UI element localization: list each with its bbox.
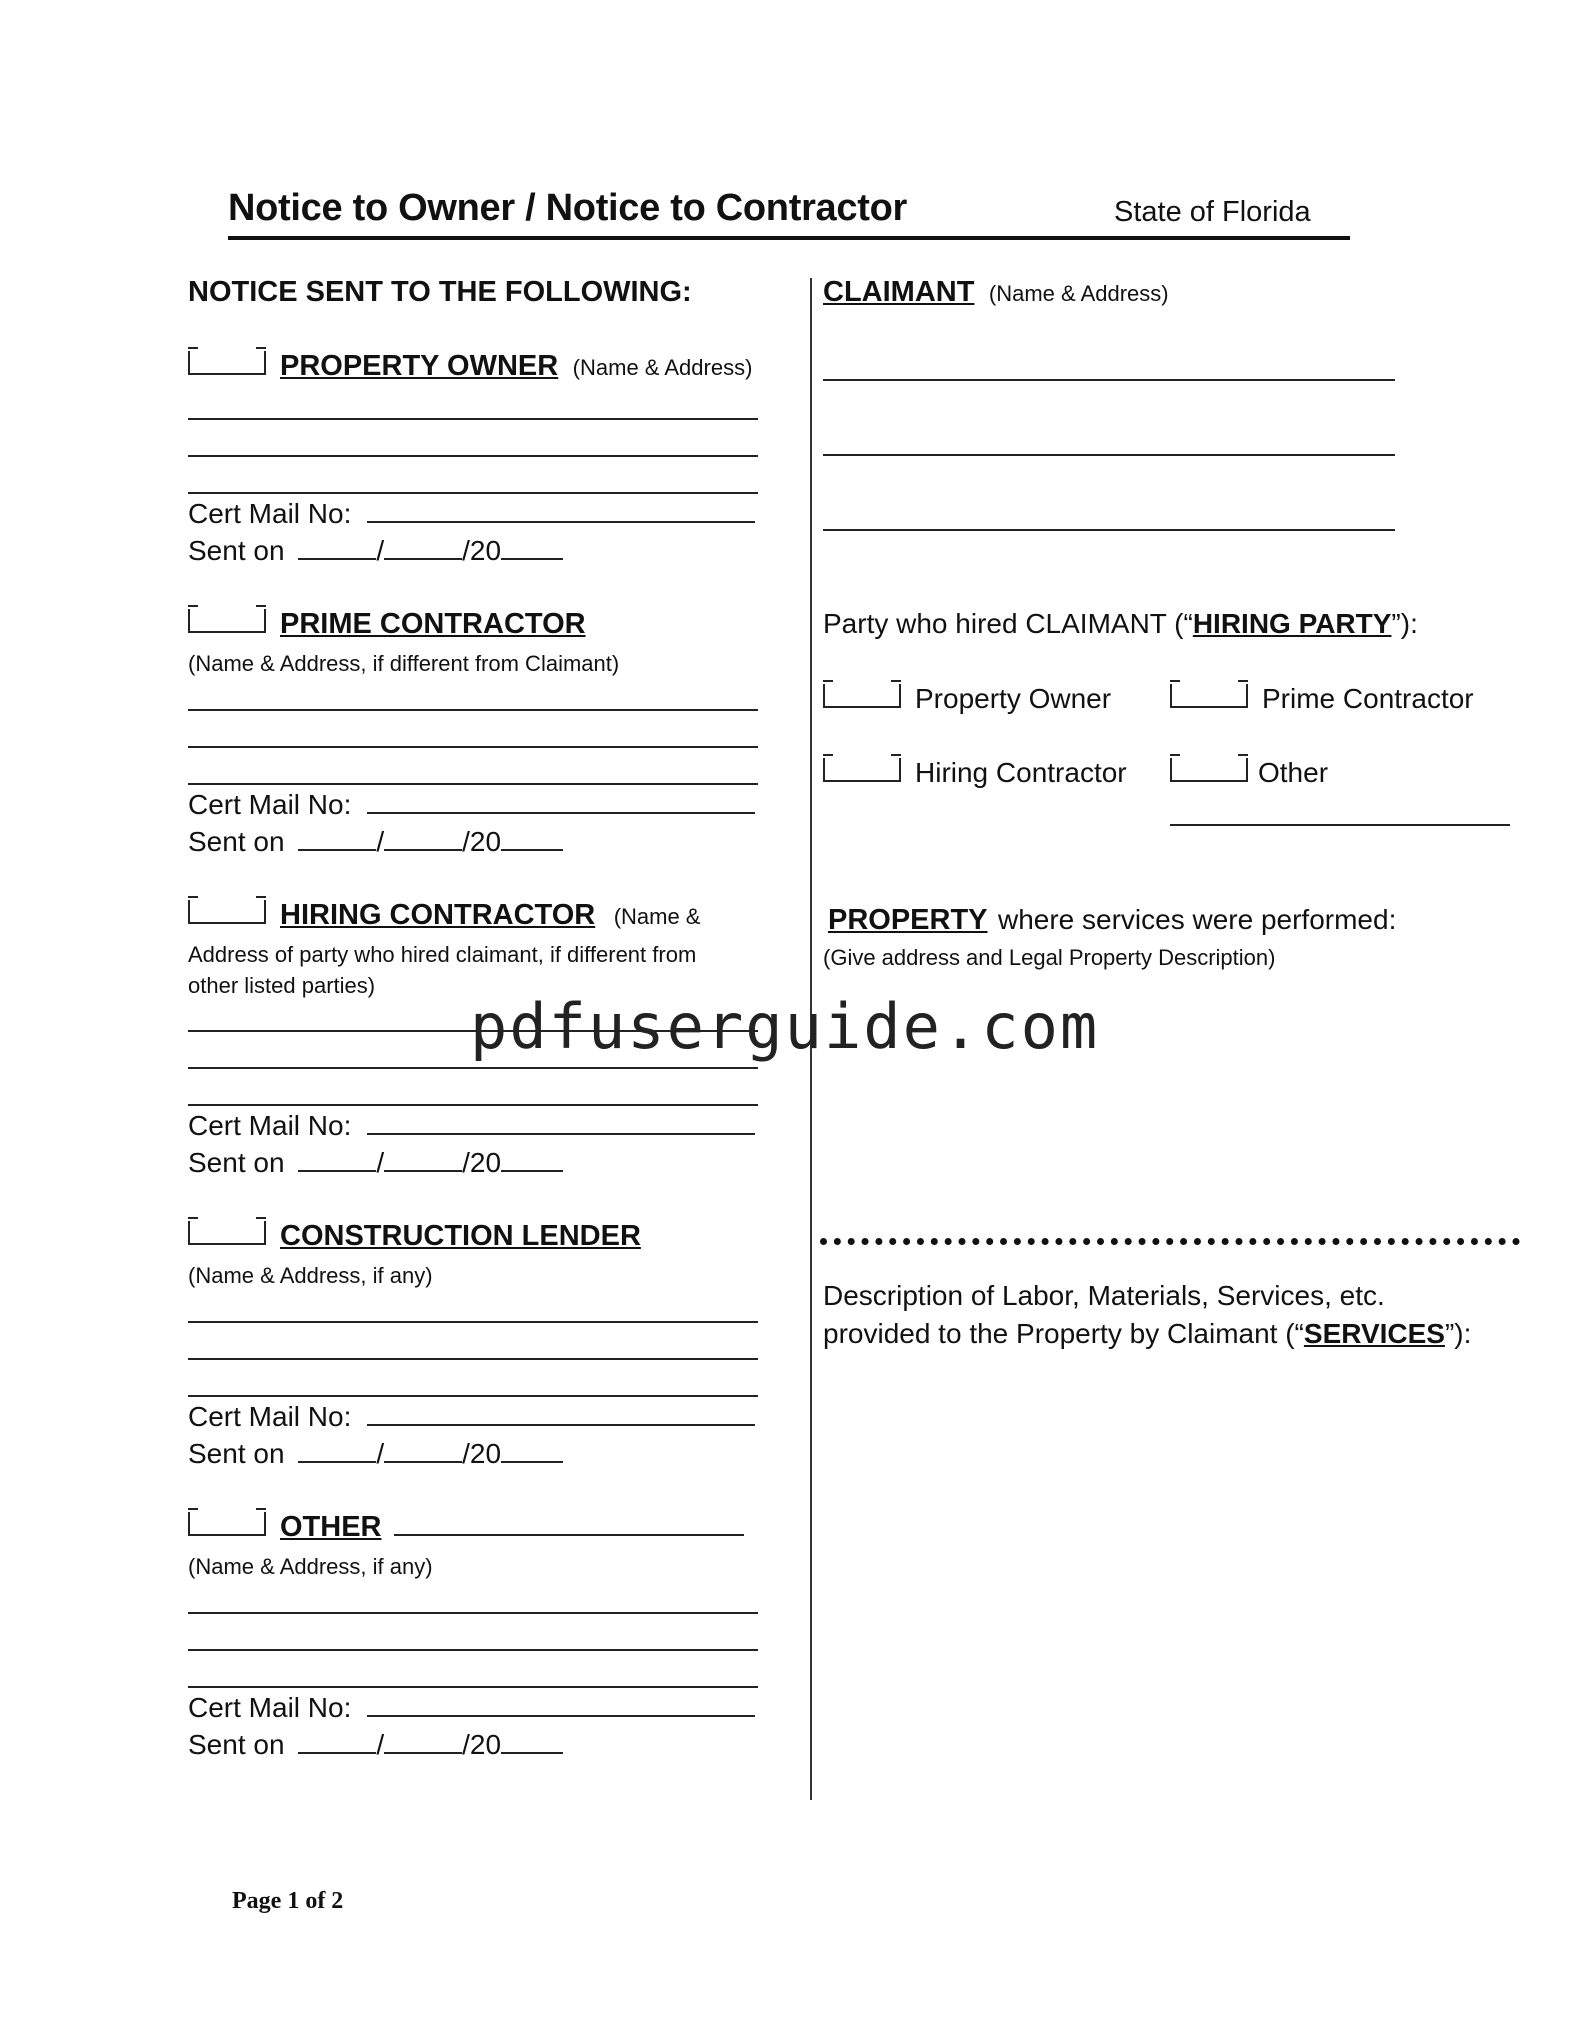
hiring-contractor-line-2[interactable] [188,1067,758,1069]
prime-contractor-line-2[interactable] [188,746,758,748]
prime-contractor-line-3[interactable] [188,783,758,785]
sent-on-label: Sent on [188,1729,285,1760]
sent-year-prefix: /20 [462,1438,502,1469]
sent-year-field[interactable] [501,1439,563,1463]
services-desc-line-2 [823,1318,1471,1350]
hiring-party-question [823,608,1418,640]
sent-day-field[interactable] [384,1439,462,1463]
other-cert [188,1692,755,1724]
services-prefix: provided to the Property by Claimant (“ [823,1318,1304,1349]
other-line-1[interactable] [188,1612,758,1614]
prime-contractor-line-1[interactable] [188,709,758,711]
option-hiring-contractor-label: Hiring Contractor [915,757,1127,788]
document-title: Notice to Owner / Notice to Contractor [228,187,907,229]
construction-lender-note: (Name & Address, if any) [188,1263,433,1288]
date-slash: / [376,535,385,566]
prime-contractor-sent [188,826,563,858]
cert-mail-label: Cert Mail No: [188,498,352,529]
hiring-contractor-note-inline: (Name & [613,904,701,929]
title-rule [228,236,1350,240]
option-prime-contractor-label: Prime Contractor [1262,683,1474,714]
construction-lender-checkbox[interactable] [188,1221,266,1245]
date-slash: / [376,1147,385,1178]
other-sent [188,1729,563,1761]
hiring-contractor-note-2: other listed parties) [188,973,376,998]
cert-mail-field[interactable] [367,1402,755,1426]
notice-sent-heading: NOTICE SENT TO THE FOLLOWING: [188,276,692,308]
sent-day-field[interactable] [384,1730,462,1754]
option-property-owner [823,683,1111,715]
construction-lender-title: CONSTRUCTION LENDER [280,1220,641,1252]
construction-lender-line-3[interactable] [188,1395,758,1397]
property-owner-note: (Name & Address) [572,355,753,380]
property-owner-line-1[interactable] [188,418,758,420]
construction-lender-line-2[interactable] [188,1358,758,1360]
services-desc-line-1: Description of Labor, Materials, Services, etc. [823,1280,1385,1311]
claimant-line-2[interactable] [823,454,1395,456]
cert-mail-field[interactable] [367,790,755,814]
sent-month-field[interactable] [298,1439,376,1463]
sent-year-field[interactable] [501,1730,563,1754]
sent-on-label: Sent on [188,1147,285,1178]
prime-contractor-checkbox[interactable] [188,609,266,633]
property-title: PROPERTY [828,904,988,936]
sent-year-prefix: /20 [462,535,502,566]
other-checkbox[interactable] [188,1512,266,1536]
sent-day-field[interactable] [384,1148,462,1172]
cert-mail-label: Cert Mail No: [188,1110,352,1141]
other-title: OTHER [280,1511,382,1543]
option-hiring-contractor-checkbox[interactable] [823,758,901,782]
page-number: Page 1 of 2 [232,1888,344,1914]
cert-mail-field[interactable] [367,1111,755,1135]
hiring-contractor-sent [188,1147,563,1179]
claimant-header [823,276,1169,309]
sent-year-prefix: /20 [462,1729,502,1760]
hiring-party-term: HIRING PARTY [1192,608,1392,639]
construction-lender-header [188,1220,641,1253]
hiring-contractor-checkbox[interactable] [188,900,266,924]
claimant-line-1[interactable] [823,379,1395,381]
hiring-contractor-title: HIRING CONTRACTOR [280,899,596,931]
option-other-label: Other [1258,757,1329,788]
property-note: (Give address and Legal Property Description) [823,945,1276,970]
cert-mail-field[interactable] [367,1693,755,1717]
construction-lender-line-1[interactable] [188,1321,758,1323]
other-name-field[interactable] [394,1512,744,1536]
hiring-contractor-line-3[interactable] [188,1104,758,1106]
prime-contractor-cert [188,789,755,821]
other-line-2[interactable] [188,1649,758,1651]
services-suffix: ”): [1444,1318,1472,1349]
property-owner-sent [188,535,563,567]
sent-day-field[interactable] [384,827,462,851]
claimant-line-3[interactable] [823,529,1395,531]
claimant-title: CLAIMANT [823,276,975,308]
hiring-party-prefix: Party who hired CLAIMANT (“ [823,608,1193,639]
sent-month-field[interactable] [298,1148,376,1172]
hiring-contractor-header [188,899,700,932]
prime-contractor-note: (Name & Address, if different from Claimant) [188,651,620,676]
state-label: State of Florida [1114,196,1311,228]
claimant-note: (Name & Address) [988,281,1169,306]
dotted-separator [820,1238,1520,1245]
cert-mail-label: Cert Mail No: [188,789,352,820]
sent-day-field[interactable] [384,536,462,560]
hiring-party-suffix: ”): [1391,608,1418,639]
prime-contractor-header [188,608,586,641]
sent-year-field[interactable] [501,536,563,560]
property-owner-title: PROPERTY OWNER [280,350,559,382]
option-other-line[interactable] [1170,824,1510,826]
property-owner-cert [188,498,755,530]
sent-year-prefix: /20 [462,826,502,857]
watermark: pdfuserguide.com [470,990,1100,1063]
hiring-contractor-note-1: Address of party who hired claimant, if different from [188,942,697,967]
option-property-owner-label: Property Owner [915,683,1112,714]
sent-year-prefix: /20 [462,1147,502,1178]
sent-month-field[interactable] [298,827,376,851]
property-owner-line-3[interactable] [188,492,758,494]
cert-mail-label: Cert Mail No: [188,1692,352,1723]
option-prime-contractor [1170,683,1474,715]
option-hiring-contractor [823,757,1127,789]
date-slash: / [376,826,385,857]
construction-lender-cert [188,1401,755,1433]
services-term: SERVICES [1303,1318,1445,1349]
sent-month-field[interactable] [298,536,376,560]
other-header [188,1511,744,1544]
cert-mail-label: Cert Mail No: [188,1401,352,1432]
property-header [828,904,1396,937]
sent-on-label: Sent on [188,826,285,857]
property-owner-header [188,350,752,383]
sent-month-field[interactable] [298,1730,376,1754]
construction-lender-sent [188,1438,563,1470]
property-owner-line-2[interactable] [188,455,758,457]
other-line-3[interactable] [188,1686,758,1688]
date-slash: / [376,1438,385,1469]
property-owner-checkbox[interactable] [188,351,266,375]
cert-mail-field[interactable] [367,499,755,523]
sent-on-label: Sent on [188,1438,285,1469]
prime-contractor-title: PRIME CONTRACTOR [280,608,586,640]
other-note: (Name & Address, if any) [188,1554,433,1579]
date-slash: / [376,1729,385,1760]
option-prime-contractor-checkbox[interactable] [1170,684,1248,708]
option-other-checkbox[interactable] [1170,758,1248,782]
sent-year-field[interactable] [501,1148,563,1172]
hiring-contractor-cert [188,1110,755,1142]
sent-on-label: Sent on [188,535,285,566]
sent-year-field[interactable] [501,827,563,851]
option-property-owner-checkbox[interactable] [823,684,901,708]
property-text: where services were performed: [997,904,1397,935]
option-other [1170,757,1328,789]
